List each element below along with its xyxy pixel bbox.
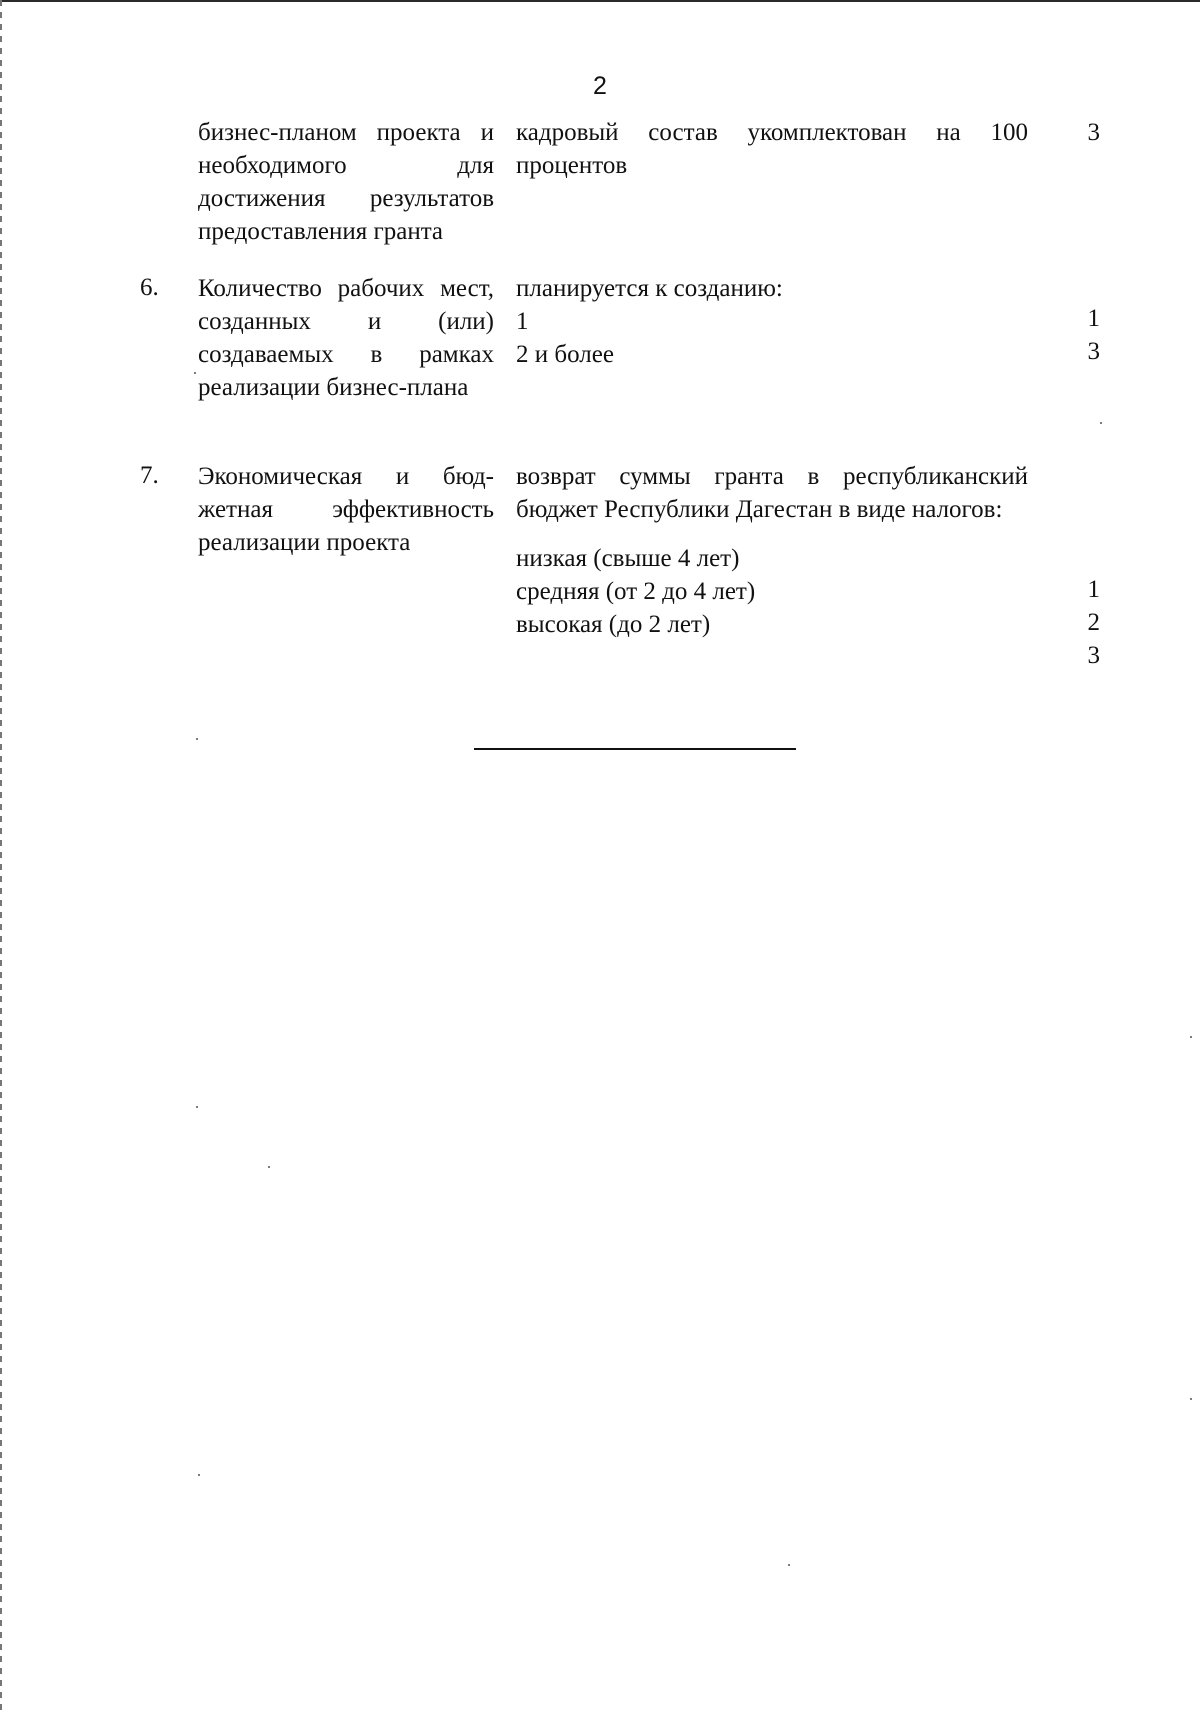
condition-option: средняя (от 2 до 4 лет) — [516, 578, 756, 605]
condition-intro: планируется к созданию: — [516, 275, 783, 302]
condition-list — [516, 272, 1028, 371]
end-separator-line — [474, 748, 796, 750]
condition-intro: возврат суммы гранта в республиканский бюджет Республики Дагестан в виде налогов: — [516, 463, 1028, 523]
page-number: 2 — [593, 72, 607, 100]
condition-text: кадровый состав укомплектован на 100 процентов — [516, 119, 1028, 179]
scan-edge-left — [0, 0, 2, 1711]
criterion-text: Количество рабочих мест, созданных и (или) создаваемых в рамках реализации бизнес-плана — [198, 275, 494, 401]
row-number: 7. — [140, 462, 159, 489]
condition-option: низкая (свыше 4 лет) — [516, 545, 740, 572]
scan-speck — [788, 1564, 790, 1566]
scan-edge-top — [0, 0, 1200, 2]
criterion-text: бизнес-планом проекта и необходимого для достижения результатов предоставления гранта — [198, 119, 494, 245]
spacer — [516, 526, 1028, 542]
scan-speck — [1100, 422, 1102, 424]
score-value: 3 — [1087, 642, 1100, 669]
condition-option: 2 и более — [516, 341, 614, 368]
score-value: 3 — [1087, 338, 1100, 365]
condition-list — [516, 460, 1028, 641]
score-value: 2 — [1087, 609, 1100, 636]
condition-option: 1 — [516, 308, 529, 335]
score-value: 1 — [1087, 576, 1100, 603]
row-number: 6. — [140, 274, 159, 301]
score-value: 1 — [1087, 305, 1100, 332]
condition-option: высокая (до 2 лет) — [516, 611, 711, 638]
score-value: 3 — [1087, 119, 1100, 146]
scan-speck — [1190, 1036, 1192, 1038]
criterion-text: Экономическая и бюд-жетная эффективность реализации проекта — [198, 463, 494, 556]
scan-speck — [198, 1474, 200, 1476]
scan-speck — [268, 1166, 270, 1168]
scan-speck — [196, 738, 198, 740]
scan-speck — [1190, 1398, 1192, 1400]
scan-speck — [196, 1106, 198, 1108]
scan-speck — [194, 372, 196, 374]
